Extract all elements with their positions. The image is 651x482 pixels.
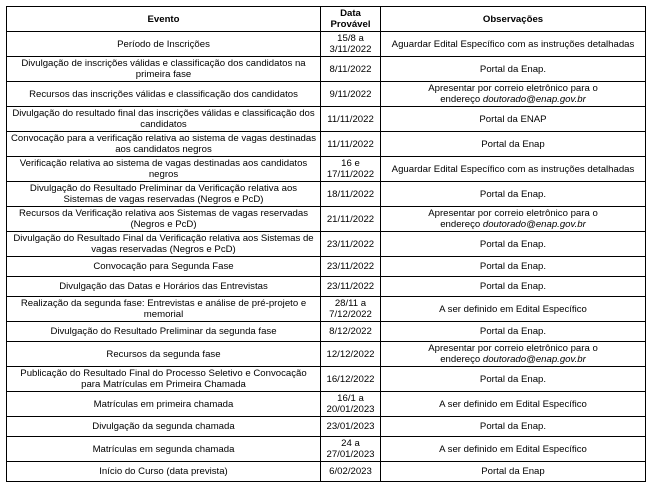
event-cell: Verificação relativa ao sistema de vagas destinadas aos candidatos negros bbox=[7, 157, 321, 182]
email-request-prefix: endereço bbox=[440, 354, 483, 365]
observation-cell: A ser definido em Edital Específico bbox=[381, 297, 646, 322]
email-request-text: Apresentar por correio eletrônico para o bbox=[428, 343, 598, 354]
date-cell: 6/02/2023 bbox=[321, 462, 381, 482]
table-row bbox=[7, 392, 646, 417]
date-cell: 9/11/2022 bbox=[321, 82, 381, 107]
observation-cell: Aguardar Edital Específico com as instruções detalhadas bbox=[381, 32, 646, 57]
date-cell: 16 e 17/11/2022 bbox=[321, 157, 381, 182]
date-cell: 24 a 27/01/2023 bbox=[321, 437, 381, 462]
date-cell: 23/11/2022 bbox=[321, 232, 381, 257]
header-date: Data Provável bbox=[321, 7, 381, 32]
table-row bbox=[7, 277, 646, 297]
event-cell: Divulgação do Resultado Preliminar da Verificação relativa aos Sistemas de vagas reservadas (Negros e PcD) bbox=[7, 182, 321, 207]
email-request-line bbox=[384, 94, 642, 105]
schedule-table bbox=[6, 6, 646, 482]
table-row bbox=[7, 342, 646, 367]
observation-cell: Portal da Enap bbox=[381, 132, 646, 157]
event-cell: Divulgação de inscrições válidas e classificação dos candidatos na primeira fase bbox=[7, 57, 321, 82]
email-request-text: Apresentar por correio eletrônico para o bbox=[428, 83, 598, 94]
table-row bbox=[7, 417, 646, 437]
email-address: doutorado@enap.gov.br bbox=[482, 219, 586, 230]
event-cell: Matrículas em primeira chamada bbox=[7, 392, 321, 417]
table-row bbox=[7, 207, 646, 232]
table-row bbox=[7, 82, 646, 107]
table-row bbox=[7, 132, 646, 157]
table-row bbox=[7, 32, 646, 57]
event-cell: Realização da segunda fase: Entrevistas e análise de pré-projeto e memorial bbox=[7, 297, 321, 322]
table-row bbox=[7, 257, 646, 277]
date-cell: 21/11/2022 bbox=[321, 207, 381, 232]
event-cell: Convocação para Segunda Fase bbox=[7, 257, 321, 277]
email-request-prefix: endereço bbox=[440, 94, 483, 105]
date-cell: 8/11/2022 bbox=[321, 57, 381, 82]
event-cell: Recursos das inscrições válidas e classificação dos candidatos bbox=[7, 82, 321, 107]
table-header-row bbox=[7, 7, 646, 32]
table-row bbox=[7, 297, 646, 322]
email-request-line bbox=[384, 354, 642, 365]
observation-cell: Aguardar Edital Específico com as instruções detalhadas bbox=[381, 157, 646, 182]
observation-cell: Portal da Enap bbox=[381, 462, 646, 482]
date-cell: 16/12/2022 bbox=[321, 367, 381, 392]
date-cell: 8/12/2022 bbox=[321, 322, 381, 342]
observation-cell: Portal da ENAP bbox=[381, 107, 646, 132]
date-cell: 15/8 a 3/11/2022 bbox=[321, 32, 381, 57]
event-cell: Recursos da segunda fase bbox=[7, 342, 321, 367]
observation-cell: Portal da Enap. bbox=[381, 182, 646, 207]
date-cell: 23/01/2023 bbox=[321, 417, 381, 437]
table-row bbox=[7, 157, 646, 182]
event-cell: Recursos da Verificação relativa aos Sistemas de vagas reservadas (Negros e PcD) bbox=[7, 207, 321, 232]
event-cell: Divulgação das Datas e Horários das Entrevistas bbox=[7, 277, 321, 297]
schedule-document bbox=[6, 6, 645, 482]
event-cell: Divulgação do Resultado Preliminar da segunda fase bbox=[7, 322, 321, 342]
event-cell: Divulgação da segunda chamada bbox=[7, 417, 321, 437]
event-cell: Divulgação do Resultado Final da Verificação relativa aos Sistemas de vagas reservadas (Negros e PcD) bbox=[7, 232, 321, 257]
date-cell: 18/11/2022 bbox=[321, 182, 381, 207]
email-address: doutorado@enap.gov.br bbox=[482, 94, 586, 105]
observation-cell: Portal da Enap. bbox=[381, 417, 646, 437]
observation-cell bbox=[381, 82, 646, 107]
observation-cell: Portal da Enap. bbox=[381, 322, 646, 342]
table-row bbox=[7, 107, 646, 132]
email-request-prefix: endereço bbox=[440, 219, 483, 230]
email-address: doutorado@enap.gov.br bbox=[482, 354, 586, 365]
date-cell: 12/12/2022 bbox=[321, 342, 381, 367]
table-row bbox=[7, 232, 646, 257]
event-cell: Convocação para a verificação relativa ao sistema de vagas destinadas aos candidatos negros bbox=[7, 132, 321, 157]
header-event: Evento bbox=[7, 7, 321, 32]
table-row bbox=[7, 437, 646, 462]
observation-cell: Portal da Enap. bbox=[381, 367, 646, 392]
date-cell: 28/11 a 7/12/2022 bbox=[321, 297, 381, 322]
table-row bbox=[7, 462, 646, 482]
header-observations: Observações bbox=[381, 7, 646, 32]
table-row bbox=[7, 367, 646, 392]
date-cell: 16/1 a 20/01/2023 bbox=[321, 392, 381, 417]
date-cell: 23/11/2022 bbox=[321, 277, 381, 297]
observation-cell bbox=[381, 342, 646, 367]
observation-cell: Portal da Enap. bbox=[381, 57, 646, 82]
email-request-text: Apresentar por correio eletrônico para o bbox=[428, 208, 598, 219]
date-cell: 11/11/2022 bbox=[321, 107, 381, 132]
observation-cell: A ser definido em Edital Específico bbox=[381, 392, 646, 417]
event-cell: Publicação do Resultado Final do Processo Seletivo e Convocação para Matrículas em Primeira Chamada bbox=[7, 367, 321, 392]
table-row bbox=[7, 182, 646, 207]
observation-cell: A ser definido em Edital Específico bbox=[381, 437, 646, 462]
date-cell: 11/11/2022 bbox=[321, 132, 381, 157]
observation-cell: Portal da Enap. bbox=[381, 257, 646, 277]
observation-cell: Portal da Enap. bbox=[381, 232, 646, 257]
date-cell: 23/11/2022 bbox=[321, 257, 381, 277]
observation-cell: Portal da Enap. bbox=[381, 277, 646, 297]
table-row bbox=[7, 322, 646, 342]
event-cell: Divulgação do resultado final das inscrições válidas e classificação dos candidatos bbox=[7, 107, 321, 132]
event-cell: Matrículas em segunda chamada bbox=[7, 437, 321, 462]
observation-cell bbox=[381, 207, 646, 232]
event-cell: Início do Curso (data prevista) bbox=[7, 462, 321, 482]
event-cell: Período de Inscrições bbox=[7, 32, 321, 57]
email-request-line bbox=[384, 219, 642, 230]
table-row bbox=[7, 57, 646, 82]
